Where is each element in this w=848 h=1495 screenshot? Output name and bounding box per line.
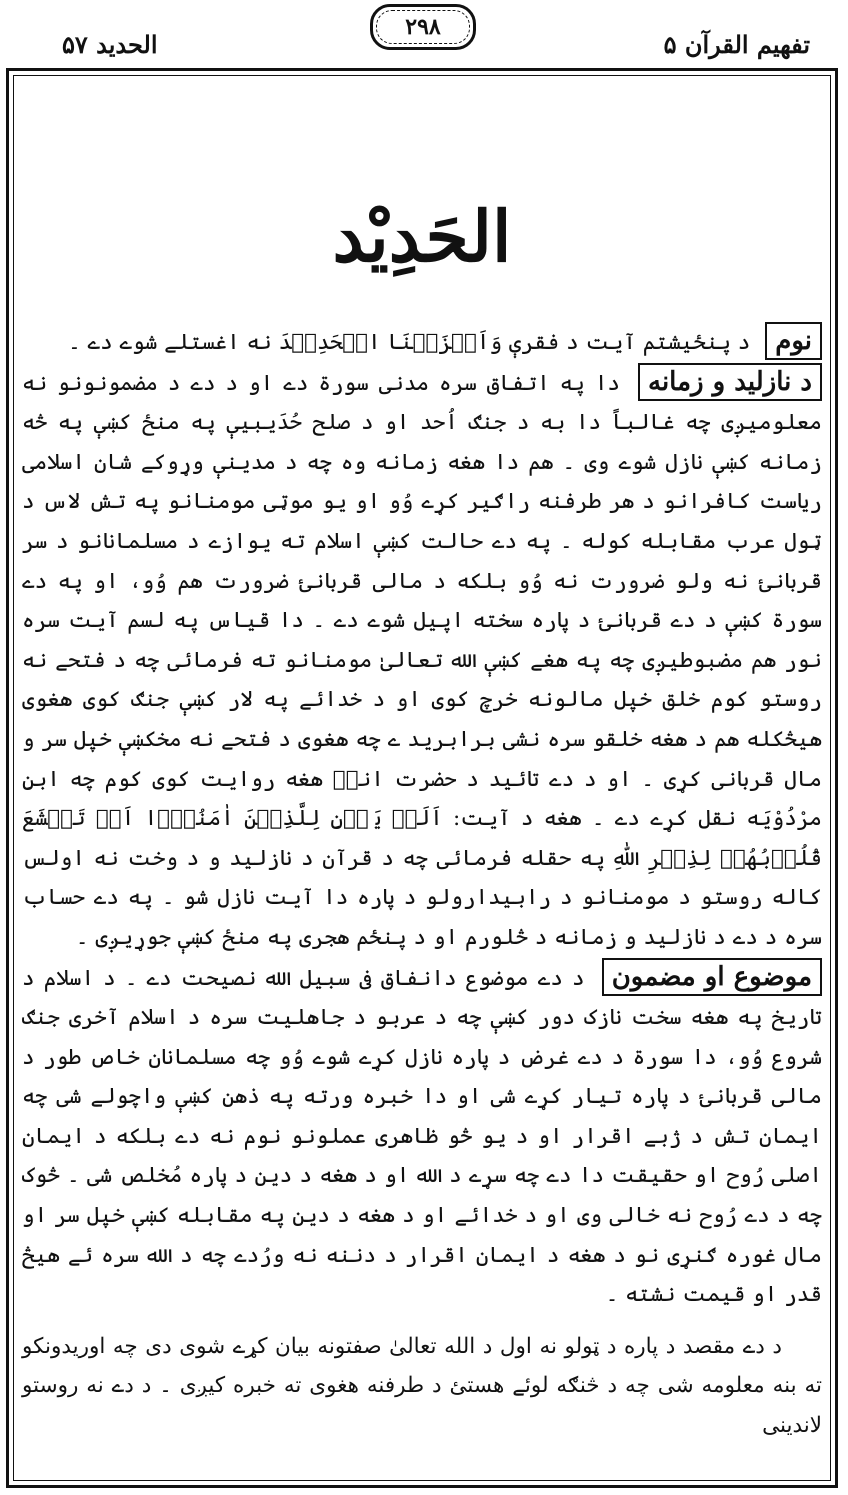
page-header — [0, 0, 848, 62]
surah-title: الحَدِیْد — [332, 195, 512, 278]
revelation-paragraph — [22, 363, 822, 958]
subject-heading: موضوع او مضمون — [602, 958, 822, 996]
name-paragraph — [22, 322, 822, 363]
book-title: تفهیم القرآن ۵ — [663, 30, 810, 59]
revelation-heading: د نازلید و زمانه — [638, 363, 822, 401]
name-heading: نوم — [765, 322, 822, 360]
page-content — [22, 82, 822, 1478]
page-number-seal — [370, 4, 476, 50]
page-number: ۲۹۸ — [405, 14, 441, 40]
closing-text: د دے مقصد د پاره د ټولو نه اول د الله تعالیٰ صفتونه بیان کړے شوی دی چه اوریدونکو ته بنه معلومه شی چه د څنګه لوئے هستئ د طرفنه هغوی ته خبره کیږی ۔ د دے نه روستو لاندینی — [22, 1333, 822, 1439]
revelation-text: دا په اتفاق سره مدنی سورة دے او د دے د مضمونونو نه معلومیږی چه غالباً دا به د جنګ اُحد او د صلح حُدَیبیې په منځ کښې په څه زمانه کښې نازل شوے وی ۔ هم دا هغه زمانه وه چه د مدینې وړوکے شان اسلامی ریاست کافرانو د هر طرفنه راګیر کړے وُو او یو موټی مومنانو په تش لاس د ټول عرب مقابله کوله ۔ په دے حالت کښې اسلام ته یوازے د مسلمانانو د سر قربانئ نه ولو ضرورت نه وُو بلکه د مالی قربانئ ضرورت هم وُو، او په دے سورة کښې د دے قربانئ د پاره سخته اپیل شوے دے ۔ دا قیاس په لسم آیت سره نور هم مضبوطیږی چه په هغے کښې الله تعالیٰ مومنانو ته فرمائی چه د فتحے نه روستو کوم خلق خپل مالونه خرچ کوی او د خدائے په لار کښې جنګ کوی هغوی هیڅکله هم د هغه خلقو سره نشی برابرید ے چه هغوی د فتحے نه مخکښې خپل سر و مال قربانی کړی ۔ او د دے تائید د حضرت انسؓ هغه روایت کوی کوم چه ابنِ مرْدُوْیَه نقل کړے دے ۔ هغه د آیت: اَلَمۡ یَاۡنِ لِلَّذِیۡنَ اٰمَنُوۡۤا اَنۡ تَخۡشَعَ قُلُوۡبُهُمۡ لِذِکۡرِ اللّٰهِ په حقله فرمائی چه د قرآن د نازلید و د وخت نه اولس کاله روستو د مومنانو د رابیدارولو د پاره دا آیت نازل شو ۔ په دے حساب سره د دے د نازلید و زمانه د څلورم او د پنځم هجری په منځ کښې جوړیږی ۔ — [22, 370, 822, 950]
closing-paragraph — [22, 1327, 822, 1446]
subject-paragraph — [22, 958, 822, 1315]
surah-reference: الحدید ۵۷ — [62, 30, 158, 59]
name-text: د پنځیشتم آیت د فقرې وَاَنۡزَلۡنَا الۡحَدِیۡدَ نه اغستلے شوے دے ۔ — [68, 330, 751, 355]
subject-text: د دے موضوع دانفاق فی سبیل الله نصیحت دے ۔ د اسلام د تاریخ په هغه سخت نازک دور کښې چه د عربو د جاهلیت سره د اسلام آخری جنګ شروع وُو، دا سورة د دے غرض د پاره نازل کړے شوے وُو چه مسلمانان خاص طور د مالی قربانئ د پاره تیار کړے شی او دا خبره ورته په ذهن کښې واچولے شی چه ایمان تش د ژبے اقرار او د یو څو ظاهری عملونو نوم نه دے بلکه د ایمان اصلی رُوح او حقیقت دا دے چه سړے د الله او د هغه د دین د پاره مُخلص شی ۔ څوک چه د دے رُوح نه خالی وی او د خدائے او د هغه د دین په مقابله کښې خپل سر او مال غوره ګنړی نو د هغه د ایمان اقرار د دننه نه ورُدے چه د الله سره ئے هیڅ قدر او قیمت نشته ۔ — [22, 965, 822, 1308]
paragraph-gap — [22, 1315, 822, 1327]
